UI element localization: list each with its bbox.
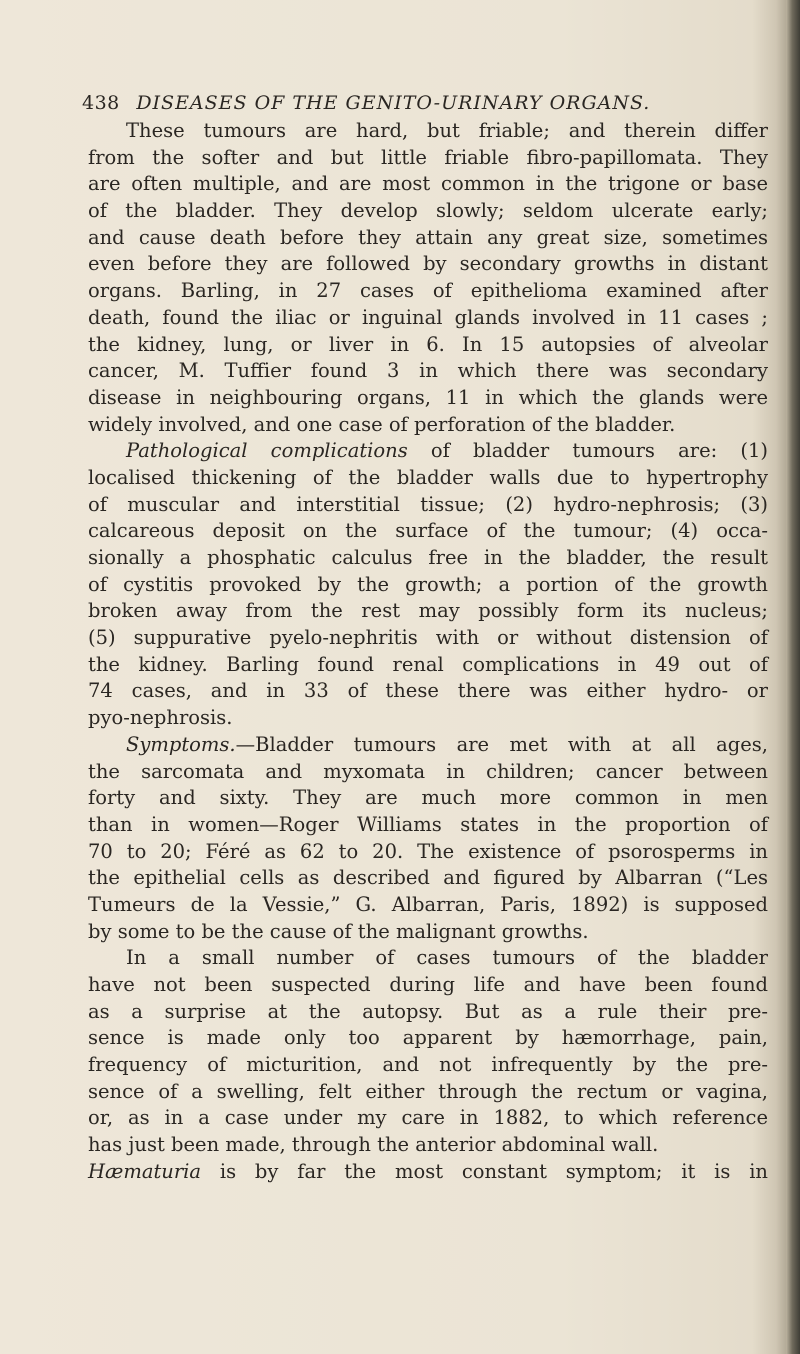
- text-span: sence is made only too apparent by hæmorrhage, pain,: [88, 1026, 768, 1050]
- text-span: forty and sixty. They are much more common in men: [88, 786, 768, 810]
- italic-heading: Pathological complications: [126, 439, 408, 463]
- text-line: [88, 465, 768, 492]
- text-span: (5) suppurative pyelo-nephritis with or without distension of: [88, 626, 768, 650]
- text-line: [88, 492, 768, 519]
- text-line: [88, 598, 768, 625]
- text-line: [88, 705, 768, 732]
- text-span: 70 to 20; Féré as 62 to 20. The existence of psorosperms in: [88, 839, 768, 863]
- body-text: [88, 118, 788, 1186]
- text-line: [88, 865, 768, 892]
- text-line: [88, 438, 768, 465]
- text-span: the epithelial cells as described and figured by Albarran (“Les: [88, 866, 768, 890]
- text-line: [88, 678, 768, 705]
- text-line: [88, 572, 768, 599]
- text-line: [88, 251, 768, 278]
- text-span: of bladder tumours are: (1): [407, 439, 768, 463]
- text-span: and cause death before they attain any great size, sometimes: [88, 225, 768, 249]
- text-span: pyo-nephrosis.: [88, 706, 233, 730]
- page-edge-shadow: [786, 0, 800, 1354]
- text-span: In a small number of cases tumours of the bladder: [126, 946, 768, 970]
- text-span: as a surprise at the autopsy. But as a rule their pre-: [88, 999, 768, 1023]
- text-line: [88, 1025, 768, 1052]
- text-span: calcareous deposit on the surface of the tumour; (4) occa-: [88, 519, 768, 543]
- text-line: [88, 545, 768, 572]
- text-line: [88, 785, 768, 812]
- text-span: by some to be the cause of the malignant growths.: [88, 919, 589, 943]
- text-span: localised thickening of the bladder walls due to hypertrophy: [88, 465, 768, 489]
- text-line: [88, 1079, 768, 1106]
- text-span: —Bladder tumours are met with at all ages,: [235, 732, 768, 756]
- text-line: [88, 145, 768, 172]
- text-line: [88, 732, 768, 759]
- text-span: sionally a phosphatic calculus free in the bladder, the result: [88, 546, 768, 569]
- text-line: [88, 518, 768, 545]
- text-span: 74 cases, and in 33 of these there was either hydro- or: [88, 679, 768, 703]
- text-span: are often multiple, and are most common in the trigone or base: [88, 172, 768, 196]
- text-line: [88, 945, 768, 972]
- text-line: [88, 171, 768, 198]
- text-line: [88, 305, 768, 332]
- text-line: [88, 278, 768, 305]
- text-span: of cystitis provoked by the growth; a portion of the growth: [88, 572, 768, 596]
- text-line: [88, 625, 768, 652]
- text-span: even before they are followed by secondary growths in distant: [88, 252, 768, 276]
- page-number: 438: [82, 92, 120, 114]
- text-span: has just been made, through the anterior abdominal wall.: [88, 1133, 659, 1157]
- text-line: [88, 812, 768, 839]
- text-span: broken away from the rest may possibly form its nucleus;: [88, 599, 768, 623]
- text-span: frequency of micturition, and not infrequently by the pre-: [88, 1053, 768, 1077]
- italic-heading: Symptoms.: [126, 732, 236, 756]
- text-line: [88, 332, 768, 359]
- italic-heading: Hæmaturia: [88, 1159, 202, 1183]
- text-line: [88, 1052, 768, 1079]
- text-line: [88, 385, 768, 412]
- text-line: [88, 118, 768, 145]
- text-line: [88, 892, 768, 919]
- text-span: disease in neighbouring organs, 11 in which the glands were: [88, 385, 768, 409]
- text-span: from the softer and but little friable fibro-papillomata. They: [88, 145, 768, 169]
- text-span: sence of a swelling, felt either through the rectum or vagina,: [88, 1079, 768, 1103]
- text-line: [88, 412, 768, 439]
- text-line: [88, 198, 768, 225]
- text-line: [88, 972, 768, 999]
- text-line: [88, 1132, 768, 1159]
- text-span: the kidney, lung, or liver in 6. In 15 autopsies of alveolar: [88, 332, 768, 356]
- text-line: [88, 652, 768, 679]
- text-span: the sarcomata and myxomata in children; cancer between: [88, 759, 768, 783]
- text-line: [88, 999, 768, 1026]
- text-span: widely involved, and one case of perforation of the bladder.: [88, 412, 676, 436]
- text-span: is by far the most constant symptom; it is in: [201, 1159, 768, 1183]
- text-span: of the bladder. They develop slowly; seldom ulcerate early;: [88, 199, 768, 223]
- text-span: These tumours are hard, but friable; and therein differ: [126, 119, 768, 142]
- text-line: [88, 358, 768, 385]
- text-span: or, as in a case under my care in 1882, to which reference: [88, 1106, 768, 1130]
- text-span: Tumeurs de la Vessie,” G. Albarran, Paris, 1892) is supposed: [88, 892, 768, 916]
- text-span: death, found the iliac or inguinal glands involved in 11 cases ;: [88, 305, 768, 329]
- text-line: [88, 839, 768, 866]
- text-span: of muscular and interstitial tissue; (2) hydro-nephrosis; (3): [88, 492, 768, 516]
- text-span: have not been suspected during life and have been found: [88, 973, 768, 996]
- text-line: [88, 919, 768, 946]
- text-line: [88, 759, 768, 786]
- running-head: [82, 92, 742, 114]
- text-span: cancer, M. Tuffier found 3 in which there was secondary: [88, 359, 768, 383]
- text-span: organs. Barling, in 27 cases of epithelioma examined after: [88, 279, 768, 303]
- text-span: than in women—Roger Williams states in the proportion of: [88, 812, 768, 836]
- text-line: [88, 1105, 768, 1132]
- text-line: [88, 1159, 768, 1186]
- text-span: the kidney. Barling found renal complications in 49 out of: [88, 652, 768, 676]
- text-line: [88, 225, 768, 252]
- chapter-title: DISEASES OF THE GENITO-URINARY ORGANS.: [136, 92, 651, 114]
